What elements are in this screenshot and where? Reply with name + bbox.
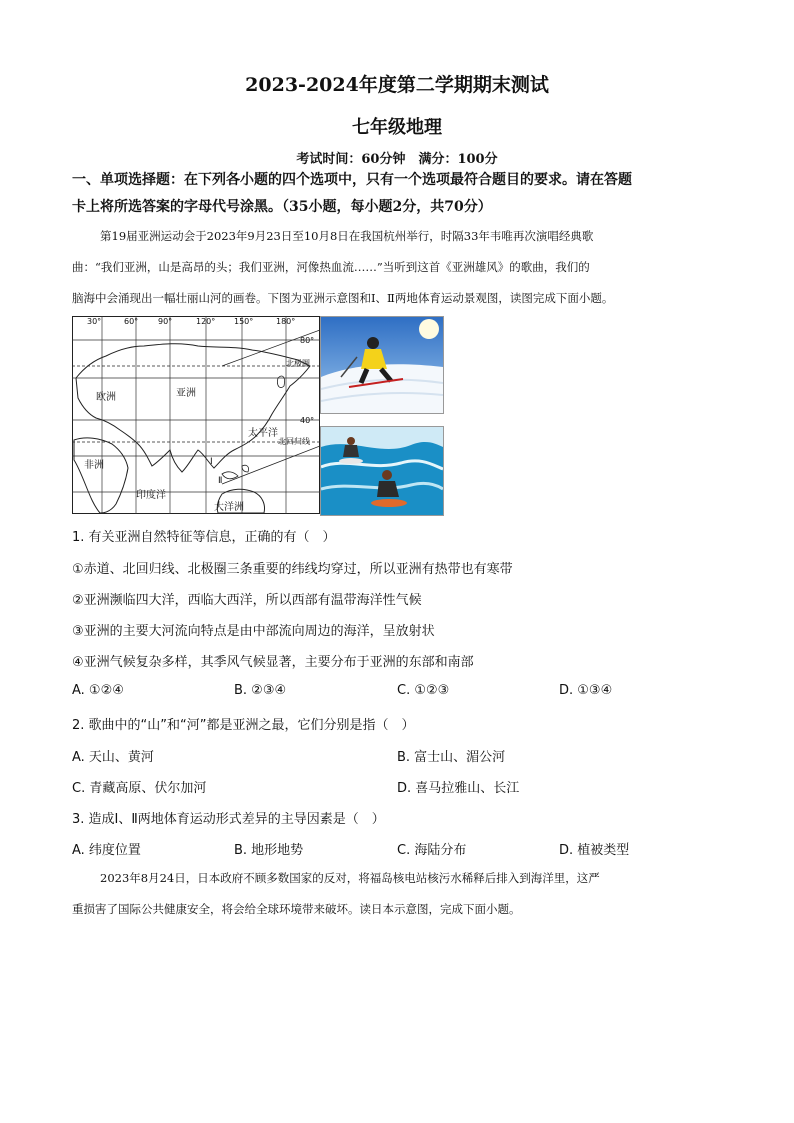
q1-statement-2: ②亚洲濒临四大洋，西临大西洋，所以西部有温带海洋性气候 [72, 593, 422, 608]
africa-label: 非洲 [84, 460, 104, 471]
q1-statement-1: ①赤道、北回归线、北极圈三条重要的纬线均穿过，所以亚洲有热带也有寒带 [72, 562, 513, 577]
q3-option-a[interactable]: A. 纬度位置 [72, 843, 141, 858]
q1-statement-4: ④亚洲气候复杂多样，其季风气候显著，主要分布于亚洲的东部和南部 [72, 655, 474, 670]
intro-passage-2 [72, 863, 722, 925]
q1-option-a[interactable]: A. ①②④ [72, 683, 124, 698]
lat-tick-80: 80° [300, 336, 315, 345]
lon-tick-90: 90° [158, 317, 173, 326]
q1-statement-3: ③亚洲的主要大河流向特点是由中部流向周边的海洋，呈放射状 [72, 624, 435, 639]
question-2-stem: 2. 歌曲中的“山”和“河”都是亚洲之最，它们分别是指（ ） [72, 718, 415, 733]
pacific-label: 太平洋 [248, 428, 278, 439]
q2-option-c[interactable]: C. 青藏高原、伏尔加河 [72, 781, 207, 796]
q1-option-c[interactable]: C. ①②③ [397, 683, 450, 698]
question-3-stem: 3. 造成Ⅰ、Ⅱ两地体育运动形式差异的主导因素是（ ） [72, 812, 385, 827]
q3-option-d[interactable]: D. 植被类型 [559, 843, 630, 858]
exam-title: 2023-2024年度第二学期期末测试 [245, 74, 549, 96]
section-heading-line1: 一、单项选择题：在下列各小题的四个选项中，只有一个选项最符合题目的要求。请在答题 [72, 172, 632, 188]
q1-option-d[interactable]: D. ①③④ [559, 683, 613, 698]
q3-option-c[interactable]: C. 海陆分布 [397, 843, 467, 858]
asia-label: 亚洲 [176, 388, 196, 399]
europe-label: 欧洲 [96, 392, 116, 403]
q1-option-b[interactable]: B. ②③④ [234, 683, 287, 698]
lat-tick-40: 40° [300, 416, 315, 425]
lon-tick-30: 30° [87, 317, 102, 326]
indian-ocean-label: 印度洋 [136, 490, 166, 501]
section-heading-line2: 卡上将所选答案的字母代号涂黑。（35小题，每小题2分，共70分） [72, 199, 492, 215]
q2-option-d[interactable]: D. 喜马拉雅山、长江 [397, 781, 520, 796]
intro-passage-1 [72, 221, 722, 314]
skiing-photo [320, 316, 444, 414]
q3-option-b[interactable]: B. 地形地势 [234, 843, 304, 858]
marker-2-label: Ⅱ [218, 476, 223, 486]
intro1-line3: 脑海中会涌现出一幅壮丽山河的画卷。下图为亚洲示意图和Ⅰ、Ⅱ两地体育运动景观图，读图完成下面小题。 [72, 291, 614, 305]
section-heading [72, 167, 732, 221]
q2-option-b[interactable]: B. 富士山、湄公河 [397, 750, 506, 765]
lon-tick-60: 60° [124, 317, 139, 326]
arctic-circle-label: 北极圈 [286, 359, 310, 368]
intro1-line1: 第19届亚洲运动会于2023年9月23日至10月8日在我国杭州举行，时隔33年韦唯再次演唱经典歌 [100, 229, 594, 243]
exam-subtitle: 七年级地理 [352, 117, 442, 138]
asia-map-svg [72, 316, 320, 514]
tropic-label: 北回归线 [278, 437, 310, 446]
skiing-photo-svg [321, 317, 443, 413]
exam-info: 考试时间：60分钟 满分：100分 [296, 152, 498, 167]
intro1-line2: 曲：“我们亚洲，山是高昂的头；我们亚洲，河像热血流……”当听到这首《亚洲雄风》的歌曲，我们的 [72, 260, 590, 274]
marker-1-label: Ⅰ [210, 457, 213, 467]
question-1-stem: 1. 有关亚洲自然特征等信息，正确的有（ ） [72, 530, 336, 545]
surfing-photo-svg [321, 427, 443, 515]
intro2-line1: 2023年8月24日，日本政府不顾多数国家的反对，将福岛核电站核污水稀释后排入到海洋里，这严 [100, 871, 600, 885]
q2-option-a[interactable]: A. 天山、黄河 [72, 750, 154, 765]
asia-map [72, 316, 320, 514]
lon-tick-120: 120° [196, 317, 216, 326]
lon-tick-180: 180° [276, 317, 296, 326]
surfing-photo [320, 426, 444, 516]
intro2-line2: 重损害了国际公共健康安全，将会给全球环境带来破坏。读日本示意图，完成下面小题。 [72, 902, 521, 916]
oceania-label: 大洋洲 [214, 502, 244, 513]
lon-tick-150: 150° [234, 317, 254, 326]
